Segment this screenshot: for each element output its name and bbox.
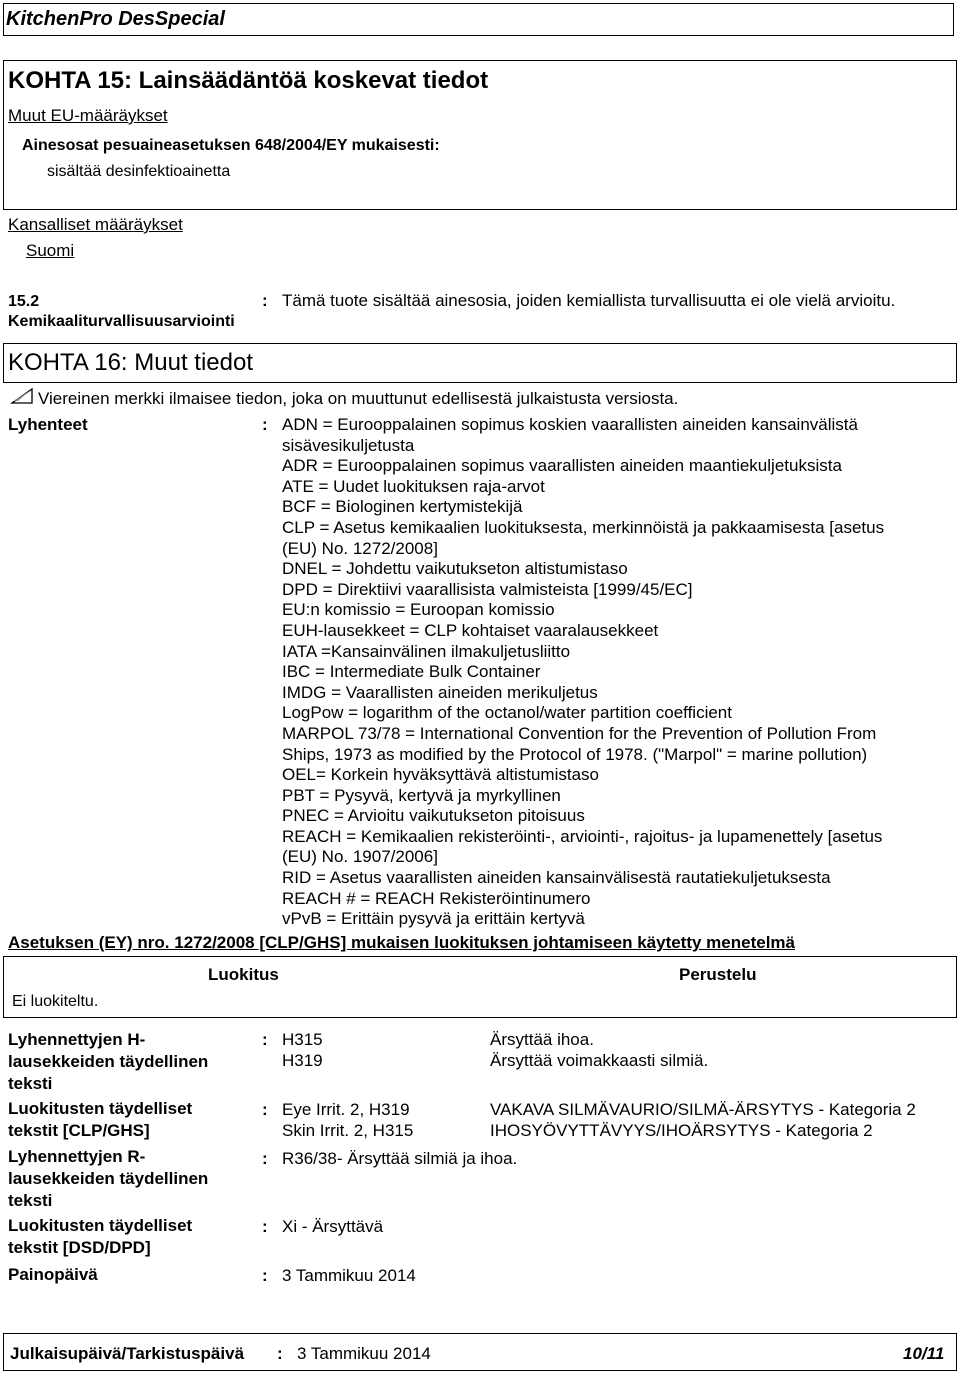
abbreviation-line: IMDG = Vaarallisten aineiden merikuljetus [282, 682, 598, 702]
ingredients-value: sisältää desinfektioainetta [47, 163, 231, 180]
h-statements-label: Lyhennettyjen H- lausekkeiden täydellinen teksti [8, 1030, 209, 1093]
abbreviations-list [282, 415, 884, 930]
brand-title: KitchenPro DesSpecial [6, 8, 225, 30]
dsd-texts-label: Luokitusten täydelliset tekstit [DSD/DPD] [8, 1216, 193, 1257]
section16-title: KOHTA 16: Muut tiedot [8, 349, 254, 376]
abbreviation-line: ADR = Eurooppalainen sopimus vaarallisten aineiden maantiekuljetuksista [282, 456, 842, 476]
country-heading: Suomi [26, 241, 75, 260]
abbreviation-line: PBT = Pysyvä, kertyvä ja myrkyllinen [282, 785, 561, 805]
classification-table [3, 956, 957, 1018]
abbreviation-line: (EU) No. 1907/2006] [282, 847, 438, 867]
r-phrases-value: R36/38- Ärsyttää silmiä ja ihoa. [282, 1149, 518, 1168]
h-codes: H315 H319 [282, 1030, 323, 1070]
abbreviation-line: LogPow = logarithm of the octanol/water partition coefficient [282, 703, 732, 723]
abbreviation-line: CLP = Asetus kemikaalien luokituksesta, merkinnöistä ja pakkaamisesta [asetus [282, 517, 885, 537]
eu-regulations-heading: Muut EU-määräykset [8, 106, 168, 125]
csa-value: Tämä tuote sisältää ainesosia, joiden kemiallista turvallisuutta ei ole vielä arvioitu. [282, 291, 896, 310]
ingredients-label: Ainesosat pesuaineasetuksen 648/2004/EY mukaisesti: [22, 137, 440, 154]
section15-title: KOHTA 15: Lainsäädäntöä koskevat tiedot [8, 67, 489, 94]
clp-method-heading: Asetuksen (EY) nro. 1272/2008 [CLP/GHS] mukaisen luokituksen johtamiseen käytetty menetelmä [8, 933, 795, 952]
footer-issue-date: 3 Tammikuu 2014 [297, 1344, 431, 1363]
abbreviation-line: vPvB = Erittäin pysyvä ja erittäin kertyvä [282, 909, 585, 929]
abbreviation-line: PNEC = Arvioitu vaikutukseton pitoisuus [282, 806, 585, 826]
change-note: Viereinen merkki ilmaisee tiedon, joka on muuttunut edellisestä julkaistusta versiosta. [38, 389, 679, 408]
print-date-colon: : [262, 1266, 268, 1285]
abbreviation-line: ADN = Eurooppalainen sopimus koskien vaarallisten aineiden kansainvälistä [282, 415, 858, 434]
abbreviation-line: DPD = Direktiivi vaarallisista valmisteista [1999/45/EC] [282, 579, 693, 599]
print-date-value: 3 Tammikuu 2014 [282, 1266, 416, 1285]
clp-codes: Eye Irrit. 2, H319 Skin Irrit. 2, H315 [282, 1100, 414, 1140]
abbreviation-line: EU:n komissio = Euroopan komissio [282, 600, 555, 620]
abbreviation-line: REACH = Kemikaalien rekisteröinti-, arviointi-, rajoitus- ja lupamenettely [asetus [282, 826, 883, 846]
h-statements-colon: : [262, 1030, 268, 1049]
abbreviation-line: sisävesikuljetusta [282, 435, 415, 455]
r-phrases-colon: : [262, 1149, 268, 1168]
classification-value: Ei luokiteltu. [12, 993, 99, 1010]
abbreviation-line: IBC = Intermediate Bulk Container [282, 662, 541, 682]
footer-colon: : [277, 1344, 283, 1363]
csa-colon: : [262, 291, 268, 310]
abbreviations-colon: : [262, 415, 268, 434]
h-texts: Ärsyttää ihoa. Ärsyttää voimakkaasti silmiä. [490, 1030, 709, 1070]
abbreviation-line: RID = Asetus vaarallisten aineiden kansainvälisestä rautatiekuljetuksesta [282, 868, 831, 888]
clp-texts-label: Luokitusten täydelliset tekstit [CLP/GHS] [8, 1099, 193, 1140]
csa-number: 15.2 [8, 293, 40, 310]
abbreviation-line: IATA =Kansainvälinen ilmakuljetusliitto [282, 641, 571, 661]
national-regulations-heading: Kansalliset määräykset [8, 215, 183, 234]
csa-label: Kemikaaliturvallisuusarviointi [8, 313, 235, 330]
footer-issue-label: Julkaisupäivä/Tarkistuspäivä [10, 1344, 245, 1363]
clp-texts-colon: : [262, 1100, 268, 1119]
abbreviation-line: DNEL = Johdettu vaikutukseton altistumistaso [282, 559, 628, 579]
abbreviation-line: Ships, 1973 as modified by the Protocol of 1978. ("Marpol" = marine pollution) [282, 744, 868, 764]
print-date-label: Painopäivä [8, 1265, 98, 1284]
col-basis-header: Perustelu [679, 965, 757, 984]
r-phrases-label: Lyhennettyjen R- lausekkeiden täydellinen teksti [8, 1147, 209, 1210]
abbreviation-line: BCF = Biologinen kertymistekijä [282, 497, 523, 517]
abbreviation-line: (EU) No. 1272/2008] [282, 538, 438, 558]
abbreviation-line: REACH # = REACH Rekisteröintinumero [282, 888, 591, 908]
abbreviation-line: ATE = Uudet luokituksen raja-arvot [282, 476, 545, 496]
footer-page-number: 10/11 [903, 1344, 945, 1363]
abbreviation-line: MARPOL 73/78 = International Convention for the Prevention of Pollution From [282, 723, 877, 743]
col-classification-header: Luokitus [208, 965, 279, 984]
abbreviation-line: OEL= Korkein hyväksyttävä altistumistaso [282, 765, 599, 785]
clp-texts: VAKAVA SILMÄVAURIO/SILMÄ-ÄRSYTYS - Kategoria 2 IHOSYÖVYTTÄVYYS/IHOÄRSYTYS - Kategoria 2 [490, 1100, 916, 1140]
abbreviation-line: EUH-lausekkeet = CLP kohtaiset vaaralausekkeet [282, 620, 659, 640]
change-marker-icon [10, 387, 34, 405]
dsd-texts-colon: : [262, 1217, 268, 1236]
dsd-texts-value: Xi - Ärsyttävä [282, 1217, 384, 1236]
abbreviations-label: Lyhenteet [8, 415, 88, 434]
